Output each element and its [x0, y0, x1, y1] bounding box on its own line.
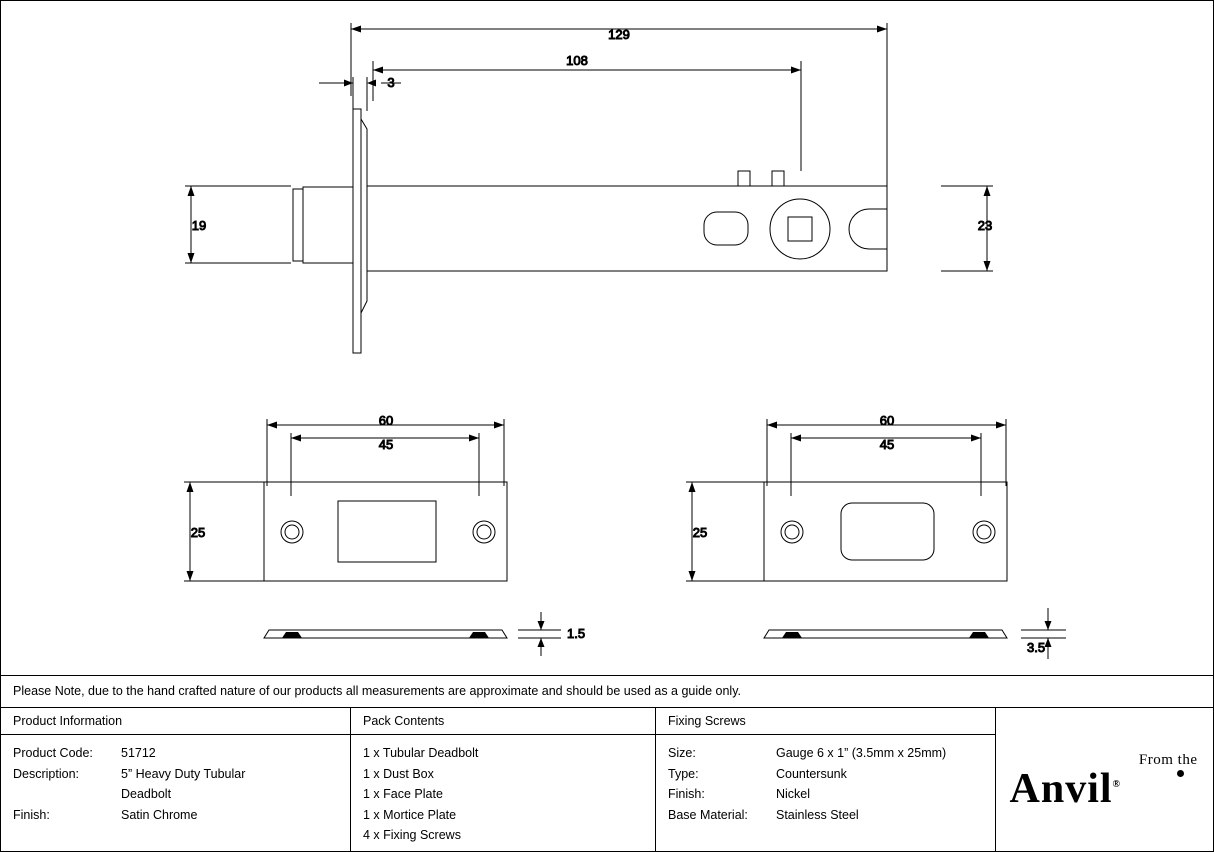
screw-base-material-label: Base Material: [668, 807, 748, 822]
logo-registered-mark: ® [1112, 778, 1122, 790]
product-code-row [13, 743, 338, 764]
info-panel [1, 675, 1213, 851]
logo-dot-icon [1177, 770, 1184, 777]
screw-size-label: Size: [668, 746, 696, 760]
pack-item: 1 x Tubular Deadbolt [363, 746, 479, 760]
mortice-plate-side-profile [764, 630, 1007, 638]
dust-box-plate [264, 482, 507, 581]
dim-108-label: 108 [566, 53, 588, 68]
dim-23-label: 23 [977, 218, 993, 233]
face-plate [353, 109, 367, 353]
description-value: 5” Heavy Duty Tubular [121, 766, 246, 781]
info-columns [1, 708, 1213, 851]
dim-dustbox-25-label: 25 [190, 525, 206, 540]
pack-item: 1 x Face Plate [363, 787, 443, 801]
pack-contents-column [351, 708, 656, 851]
screw-finish-label: Finish: [668, 787, 705, 801]
product-information-body [1, 735, 350, 825]
finish-value: Satin Chrome [121, 807, 198, 822]
screw-size-value: Gauge 6 x 1” (3.5mm x 25mm) [776, 746, 947, 760]
dim-dustbox-thickness-label: 1.5 [567, 626, 586, 641]
logo-brand-text [1010, 762, 1200, 812]
screw-base-material-value: Stainless Steel [776, 807, 859, 822]
dimension-backset-length [373, 61, 801, 171]
fixing-screws-body [656, 735, 995, 825]
description-row-continued [13, 784, 338, 805]
logo-from-the-text: From the [1138, 751, 1198, 768]
lock-case-body [367, 171, 887, 271]
pack-contents-body [351, 735, 655, 846]
dim-dustbox-60-label: 60 [378, 413, 394, 428]
dim-mortice-45-label: 45 [879, 437, 895, 452]
product-information-column [1, 708, 351, 851]
pack-contents-heading: Pack Contents [351, 708, 655, 735]
technical-drawing [1, 1, 1213, 669]
description-label-blank [13, 784, 121, 805]
dimension-dustbox-width [267, 419, 504, 486]
screw-finish-value: Nickel [776, 787, 811, 801]
description-value-continued: Deadbolt [121, 787, 172, 801]
pack-item: 1 x Dust Box [363, 766, 434, 781]
mortice-plate [764, 482, 1007, 581]
bolt-throw [293, 187, 353, 263]
brand-logo-column [996, 708, 1213, 851]
dim-mortice-60-label: 60 [879, 413, 895, 428]
description-row [13, 764, 338, 785]
dim-19-label: 19 [191, 218, 207, 233]
screw-size-row [668, 743, 983, 764]
anvil-logo [1010, 748, 1200, 812]
screw-finish-row [668, 784, 983, 805]
screw-base-material-row [668, 805, 983, 826]
dimension-dustbox-thickness [518, 612, 561, 656]
pack-item: 4 x Fixing Screws [363, 828, 461, 842]
description-label: Description: [13, 766, 79, 781]
fixing-screws-column [656, 708, 996, 851]
dim-3-label: 3 [387, 75, 395, 90]
dust-box-side-profile [264, 630, 507, 638]
product-information-heading: Product Information [1, 708, 350, 735]
dim-mortice-25-label: 25 [692, 525, 708, 540]
screw-type-row [668, 764, 983, 785]
logo-brand-word: Anvil [1009, 765, 1113, 812]
screw-type-label: Type: [668, 766, 699, 781]
dim-129-label: 129 [608, 27, 630, 42]
finish-label: Finish: [13, 807, 50, 822]
dim-dustbox-45-label: 45 [378, 437, 394, 452]
dim-mortice-thickness-label: 3.5 [1027, 640, 1046, 655]
dimension-overall-length [351, 23, 887, 186]
product-code-value: 51712 [121, 746, 156, 760]
measurement-note: Please Note, due to the hand crafted nature of our products all measurements are approximate and should be used as a guide only. [1, 676, 1213, 708]
dimension-mortice-width [767, 419, 1006, 486]
product-code-label: Product Code: [13, 746, 93, 760]
fixing-screws-heading: Fixing Screws [656, 708, 995, 735]
screw-type-value: Countersunk [776, 766, 847, 781]
pack-item: 1 x Mortice Plate [363, 807, 457, 822]
finish-row [13, 805, 338, 826]
